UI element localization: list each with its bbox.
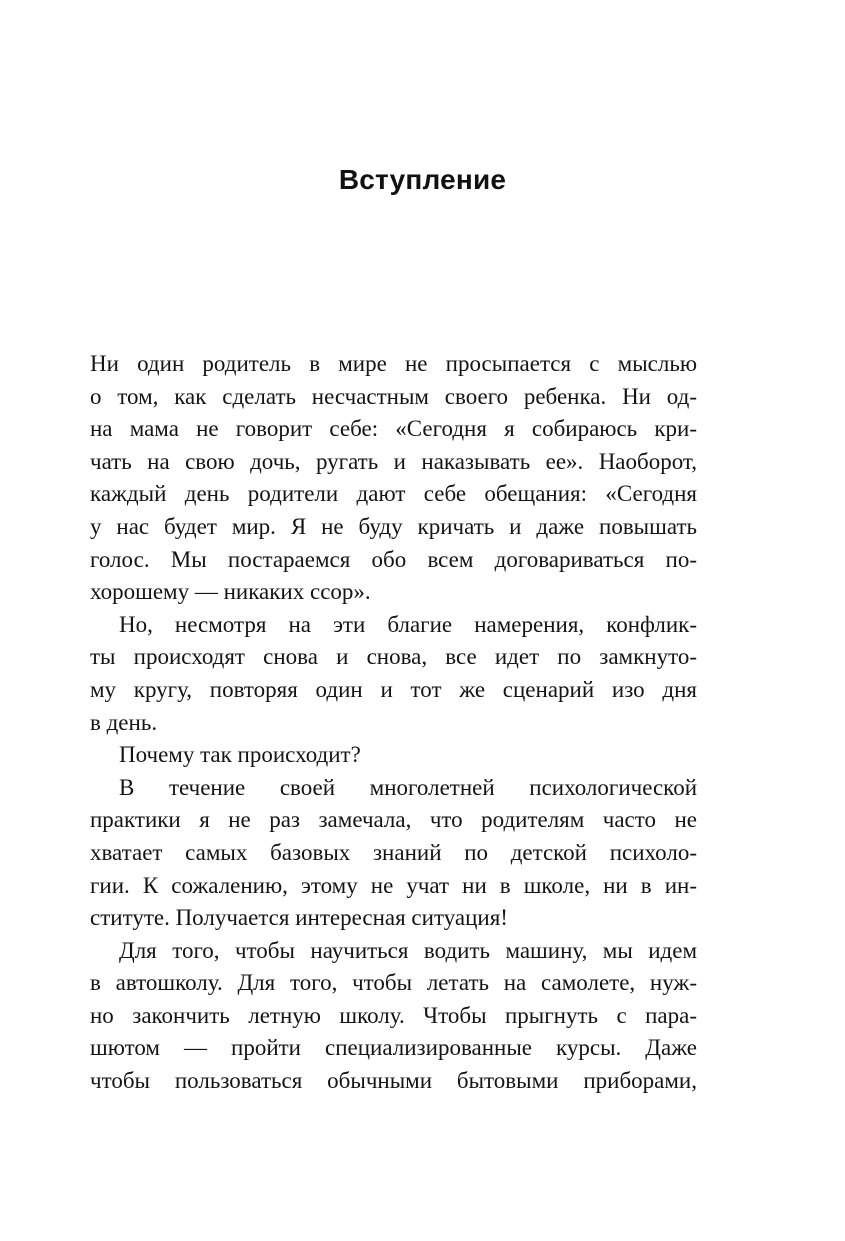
chapter-body xyxy=(90,348,697,1098)
text-line: на мама не говорит себе: «Сегодня я собираюсь кри- xyxy=(90,416,697,442)
text-line: в день. xyxy=(90,709,158,735)
text-line: практики я не раз замечала, что родителям часто не xyxy=(90,807,697,833)
text-line: хватает самых базовых знаний по детской психоло- xyxy=(90,839,697,865)
text-line: шютом — пройти специализированные курсы. Даже xyxy=(90,1035,697,1061)
text-line: но закончить летную школу. Чтобы прыгнуть с пара- xyxy=(90,1002,697,1028)
text-line: в автошколу. Для того, чтобы летать на самолете, нуж- xyxy=(90,970,697,996)
text-line: чать на свою дочь, ругать и наказывать ее». Наоборот, xyxy=(90,448,697,474)
text-line: голос. Мы постараемся обо всем договариваться по- xyxy=(90,546,697,572)
text-line: Но, несмотря на эти благие намерения, конфлик- xyxy=(119,611,697,637)
text-line: гии. К сожалению, этому не учат ни в школе, ни в ин- xyxy=(90,872,697,898)
text-line: Ни один родитель в мире не просыпается с мыслью xyxy=(90,351,697,376)
paragraph xyxy=(90,739,697,772)
text-line: о том, как сделать несчастным своего ребенка. Ни од- xyxy=(90,383,697,409)
text-line: каждый день родители дают себе обещания: «Сегодня xyxy=(90,481,697,507)
text-line: ты происходят снова и снова, все идет по замкнуто- xyxy=(90,644,697,670)
text-line: чтобы пользоваться обычными бытовыми приборами, xyxy=(90,1068,697,1094)
paragraph xyxy=(90,609,697,739)
text-line: Почему так происходит? xyxy=(119,742,361,768)
paragraph xyxy=(90,935,697,1098)
text-line: В течение своей многолетней психологической xyxy=(119,774,697,800)
text-line: ституте. Получается интересная ситуация! xyxy=(90,905,508,931)
text-line: му кругу, повторяя один и тот же сценарий изо дня xyxy=(90,676,697,702)
chapter-title: Вступление xyxy=(338,164,507,195)
paragraph xyxy=(90,348,697,609)
paragraph xyxy=(90,772,697,935)
text-line: хорошему — никаких ссор». xyxy=(90,579,371,605)
text-line: у нас будет мир. Я не буду кричать и даже повышать xyxy=(90,513,697,539)
text-line: Для того, чтобы научиться водить машину, мы идем xyxy=(119,937,697,963)
